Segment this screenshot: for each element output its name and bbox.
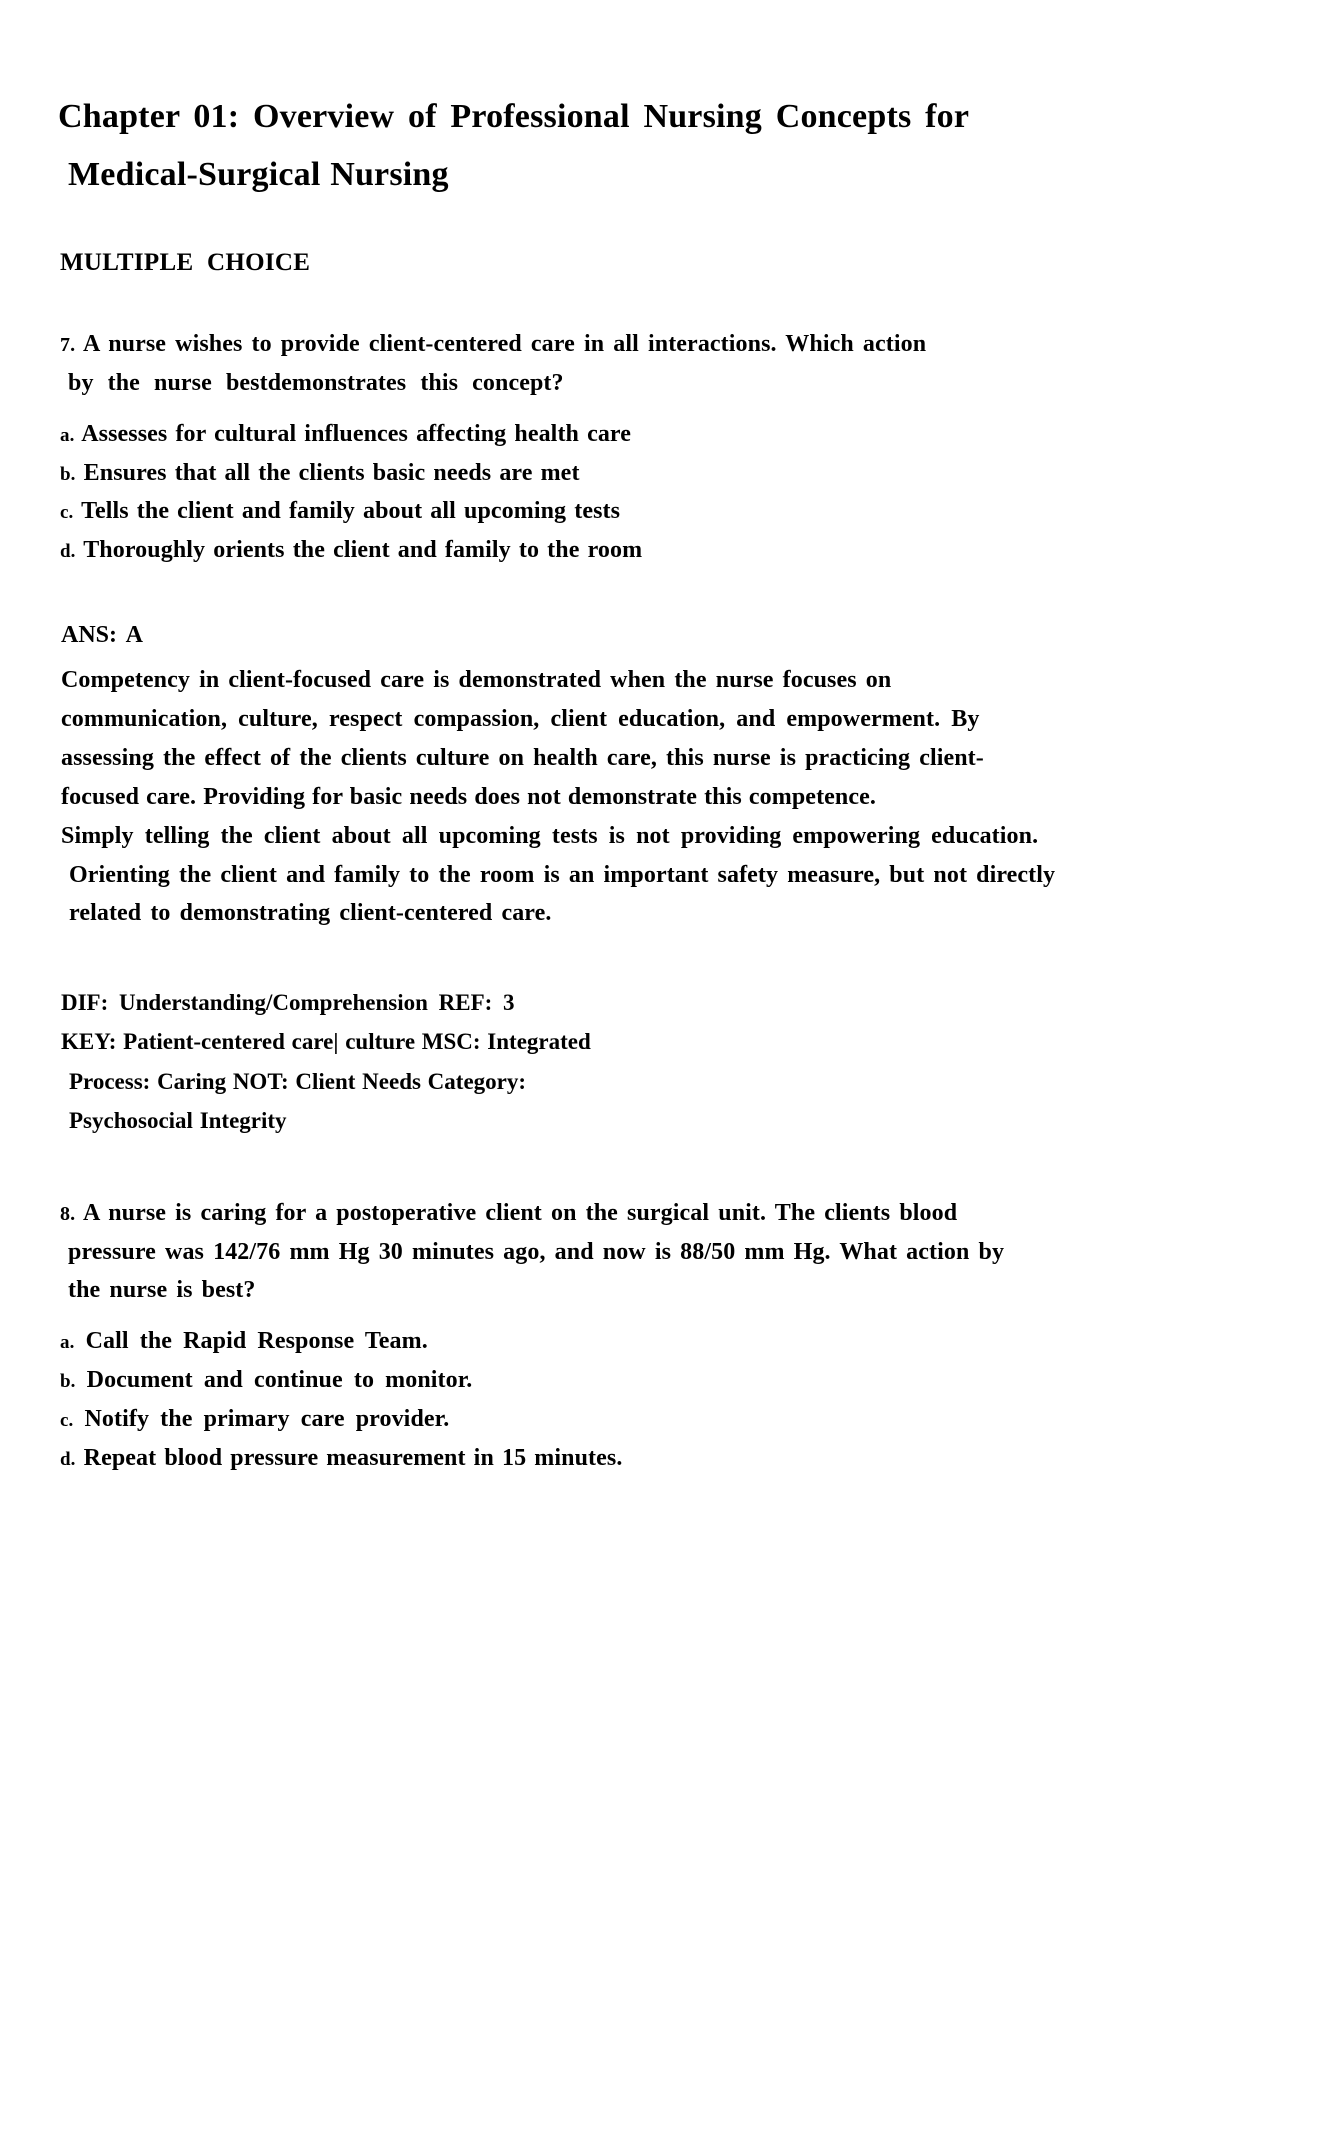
question-7-rationale (58, 661, 1220, 933)
question-7-number: 7. (60, 333, 76, 356)
option-c-text: Tells the client and family about all upcoming tests (81, 498, 621, 525)
option-c (60, 492, 1220, 531)
option-c-letter: c. (60, 1410, 74, 1432)
page-title-line-1: Chapter 01: Overview of Professional Nursing Concepts for (58, 98, 970, 135)
option-a (60, 415, 1220, 454)
option-d-text: Repeat blood pressure measurement in 15 minutes. (83, 1444, 623, 1471)
question-7-stem (58, 325, 1220, 403)
question-8-number: 8. (60, 1202, 76, 1225)
metadata-key-msc: KEY: Patient-centered care| culture MSC: Integrated (61, 1029, 591, 1055)
option-c-text: Notify the primary care provider. (84, 1406, 450, 1433)
page-title-line-2: Medical-Surgical Nursing (68, 156, 449, 194)
rationale-line-1: Competency in client-focused care is demonstrated when the nurse focuses on (61, 667, 892, 694)
rationale-line-3: assessing the effect of the clients culture on health care, this nurse is practicing client- (61, 744, 984, 771)
question-7-stem-line-2: by the nurse bestdemonstrates this concept? (68, 369, 564, 396)
option-a (60, 1322, 1220, 1361)
option-b-letter: b. (60, 1371, 76, 1393)
question-7-options (58, 415, 1220, 571)
question-block-7 (58, 325, 1220, 1140)
page-title (58, 88, 1220, 205)
rationale-line-5: Simply telling the client about all upcoming tests is not providing empowering education. (61, 822, 1039, 849)
option-a-text: Call the Rapid Response Team. (85, 1328, 428, 1355)
option-d-letter: d. (60, 1448, 76, 1470)
option-a-letter: a. (60, 424, 75, 446)
metadata-dif-ref: DIF: Understanding/Comprehension REF: 3 (61, 990, 515, 1016)
option-b (60, 1361, 1220, 1400)
question-8-stem-line-1: A nurse is caring for a postoperative client on the surgical unit. The clients blood (82, 1199, 958, 1226)
answer-label: ANS: A (61, 622, 144, 649)
question-7-answer-block (58, 622, 1220, 933)
section-heading: MULTIPLE CHOICE (60, 248, 311, 276)
option-b (60, 454, 1220, 493)
option-b-letter: b. (60, 463, 76, 485)
option-d-text: Thoroughly orients the client and family to the room (83, 537, 643, 564)
option-c-letter: c. (60, 502, 74, 524)
rationale-line-2: communication, culture, respect compassion, client education, and empowerment. By (61, 706, 980, 733)
question-8-stem-line-3: the nurse is best? (68, 1277, 256, 1304)
option-d-letter: d. (60, 541, 76, 563)
option-a-letter: a. (60, 1332, 75, 1354)
option-d (60, 1439, 1220, 1478)
question-7-stem-line-1: A nurse wishes to provide client-centered care in all interactions. Which action (82, 330, 927, 357)
metadata-category: Psychosocial Integrity (69, 1107, 287, 1133)
rationale-line-4: focused care. Providing for basic needs does not demonstrate this competence. (61, 783, 876, 810)
option-b-text: Ensures that all the clients basic needs are met (83, 459, 580, 486)
question-8-stem-line-2: pressure was 142/76 mm Hg 30 minutes ago, and now is 88/50 mm Hg. What action by (68, 1238, 1005, 1265)
question-8-stem (58, 1194, 1220, 1311)
metadata-process-not: Process: Caring NOT: Client Needs Category: (69, 1068, 527, 1094)
question-7-metadata (58, 983, 1220, 1139)
question-block-8 (58, 1194, 1220, 1478)
rationale-line-6: Orienting the client and family to the room is an important safety measure, but not directly (69, 861, 1056, 888)
option-c (60, 1400, 1220, 1439)
rationale-line-7: related to demonstrating client-centered care. (69, 900, 552, 927)
option-d (60, 531, 1220, 570)
option-b-text: Document and continue to monitor. (86, 1367, 473, 1394)
question-8-options (58, 1322, 1220, 1478)
option-a-text: Assesses for cultural influences affecting health care (81, 420, 632, 447)
